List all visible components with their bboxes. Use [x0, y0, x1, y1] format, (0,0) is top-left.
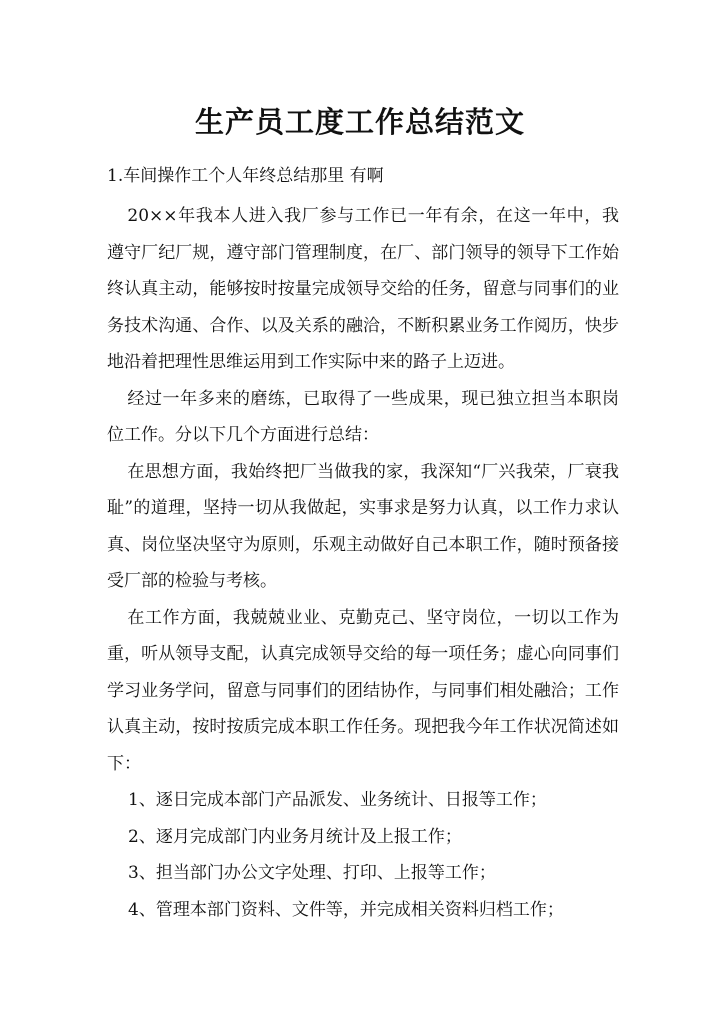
paragraph-summary-lead: 经过一年多来的磨练，已取得了一些成果，现已独立担当本职岗位工作。分以下几个方面进行总结： — [107, 388, 619, 445]
document-title: 生产员工度工作总结范文 — [194, 105, 525, 139]
paragraph-intro: 20××年我本人进入我厂参与工作已一年有余，在这一年中，我遵守厂纪厂规，遵守部门管理制度，在厂、部门领导的领导下工作始终认真主动，能够按时按量完成领导交给的任务，留意与同事们的业务技术沟通、合作、以及关系的融洽，不断积累业务工作阅历，快步地沿着把理性思维运用到工作实际中来的路子上迈进。 — [107, 206, 619, 372]
section-heading: 1.车间操作工个人年终总结那里 有啊 — [107, 166, 384, 186]
paragraph-thinking: 在思想方面，我始终把厂当做我的家，我深知“厂兴我荣，厂衰我耻”的道理，坚持一切从我做起，实事求是努力认真，以工作力求认真、岗位坚决坚守为原则，乐观主动做好自己本职工作，随时预备接受厂部的检验与考核。 — [107, 461, 619, 591]
list-item: 4、管理本部门资料、文件等，并完成相关资料归档工作； — [128, 899, 564, 920]
list-item: 3、担当部门办公文字处理、打印、上报等工作； — [128, 863, 496, 883]
paragraph-work: 在工作方面，我兢兢业业、克勤克己、坚守岗位，一切以工作为重，听从领导支配，认真完成领导交给的每一项任务；虚心向同事们学习业务学问，留意与同事们的团结协作，与同事们相处融洽；工作认真主动，按时按质完成本职工作任务。现把我今年工作状况简述如下： — [107, 607, 619, 774]
document-body — [107, 198, 619, 928]
list-item: 1、逐日完成本部门产品派发、业务统计、日报等工作； — [128, 790, 547, 810]
list-item: 2、逐月完成部门内业务月统计及上报工作； — [128, 826, 462, 847]
